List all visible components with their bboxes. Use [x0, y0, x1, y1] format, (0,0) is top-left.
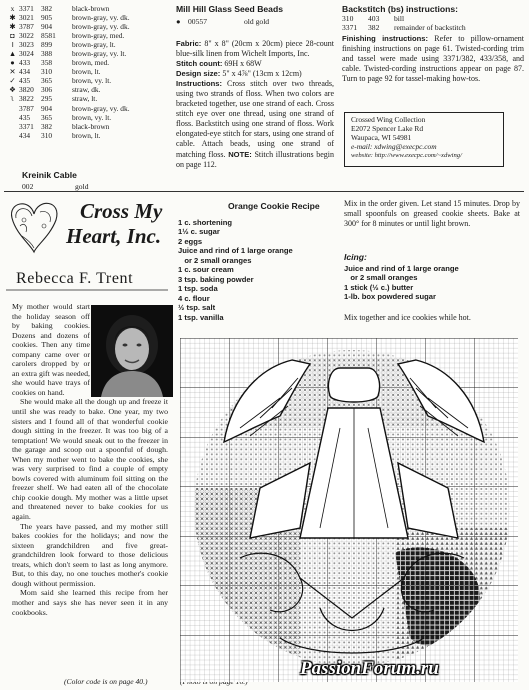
bead-symbol: ● — [176, 17, 181, 26]
floss-symbol — [6, 122, 19, 131]
floss-symbol: ✕ — [9, 67, 16, 77]
floss-symbol: ● — [10, 58, 15, 68]
floss-number: 382 — [41, 4, 53, 13]
header-line-2: Heart, Inc. — [66, 224, 162, 248]
floss-color-name: straw, lt. — [72, 94, 98, 104]
floss-symbol — [6, 131, 19, 140]
floss-number: 306 — [41, 85, 53, 95]
icing-method: Mix together and ice cookies while hot. — [344, 313, 471, 322]
floss-number: 3023 — [19, 40, 34, 50]
backstitch-section — [342, 4, 522, 32]
floss-symbol: ✓ — [9, 76, 16, 86]
icing-section — [344, 253, 520, 302]
icing-list — [344, 264, 520, 302]
floss-color-name: black-brown — [72, 4, 110, 13]
watermark: PassionForum.ru — [300, 658, 439, 679]
floss-number: 899 — [41, 40, 53, 50]
floss-color-name: brown-gray, vy. dk. — [72, 13, 130, 23]
floss-symbol: x — [10, 4, 15, 13]
floss-number: 433 — [19, 58, 31, 68]
icing-ingredient: or 2 small oranges — [344, 273, 418, 283]
address-line: E2072 Spencer Lake Rd — [351, 124, 424, 133]
author-name: Rebecca F. Trent — [16, 270, 134, 287]
ingredient: 1 tsp. soda — [178, 284, 218, 294]
floss-number: 3787 — [19, 103, 34, 113]
floss-number: 295 — [41, 94, 53, 104]
floss-symbol: ❖ — [9, 85, 16, 95]
floss-number: 310 — [41, 67, 53, 77]
stitch-count-label: Stitch count: — [176, 59, 223, 69]
floss-number: 905 — [41, 13, 53, 23]
kreinik-section — [22, 170, 89, 191]
floss-number: 310 — [41, 130, 53, 140]
ingredient: ½ tsp. salt — [178, 303, 216, 313]
floss-row — [6, 40, 156, 49]
floss-color-name: brown-gray, lt. — [72, 40, 116, 50]
floss-number: 434 — [19, 130, 31, 140]
floss-symbol: ▲ — [8, 49, 17, 59]
icing-ingredient: Juice and rind of 1 large orange — [344, 263, 459, 273]
bead-name: old gold — [244, 17, 270, 26]
floss-symbol: ✱ — [9, 22, 16, 32]
ingredient: 2 eggs — [178, 236, 203, 246]
design-size-label: Design size: — [176, 69, 221, 79]
floss-color-name: brown, lt. — [72, 67, 101, 77]
floss-color-name: brown, vy. lt. — [72, 76, 112, 86]
ingredient: or 2 small oranges — [178, 255, 252, 265]
address-line: Waupaca, WI 54981 — [351, 133, 412, 142]
fabric-text: 8" x 8" (20cm x 20cm) piece 28-count blue-silk linen from Wichelt Imports, Inc. — [176, 39, 334, 59]
floss-row — [6, 58, 156, 67]
ingredient: Juice and rind of 1 large orange — [178, 246, 293, 256]
floss-number: 435 — [19, 76, 31, 86]
finishing-label: Finishing instructions: — [342, 34, 429, 43]
divider — [4, 191, 524, 192]
floss-number: 435 — [19, 112, 31, 122]
recipe-title: Orange Cookie Recipe — [228, 201, 320, 211]
floss-number: 3371 — [19, 121, 34, 131]
floss-number: 365 — [41, 112, 53, 122]
floss-row — [6, 85, 156, 94]
design-size-text: 5" x 4⅞" (13cm x 12cm) — [220, 69, 302, 79]
kreinik-title: Kreinik Cable — [22, 170, 77, 180]
finishing-text: Refer to pillow-ornament finishing instructions on page 61. Twisted-cording trim and tassel were made using 3371/382, 433/358, and cable. Twisted-cording instructions appear on page 87. Turn to page 92 for tassel-making how-tos. — [342, 34, 525, 84]
floss-number: 904 — [41, 22, 53, 32]
floss-key — [6, 4, 156, 140]
ingredient: 3 tsp. baking powder — [178, 274, 254, 284]
floss-symbol: ‖ — [11, 40, 14, 50]
floss-number: 434 — [19, 67, 31, 77]
color-code-caption: (Color code is on page 40.) — [64, 677, 148, 686]
floss-row — [6, 67, 156, 76]
backstitch-title: Backstitch (bs) instructions: — [342, 4, 459, 14]
floss-symbol: ʅ — [10, 94, 15, 104]
floss-number: 3822 — [19, 94, 34, 104]
floss-row — [6, 13, 156, 22]
story-paragraph: She would make all the dough up and freeze it until she was ready to bake. One year, my two sisters and I found all of that wonderful cookie dough sitting in the freezer. It was too big of a temptation! We would sneak out to the freezer in the garage and scoop out a spoonful of dough. When my mother went to bake the cookies, she was very surprised to find a couple of empty bowls covered with aluminum foil sitting on the freezer shelf. We had eaten all of the chocolate chip cookie dough. My mother was a little upset and threatened never to bake cookies for us again. — [12, 397, 168, 522]
floss-symbol: ✱ — [9, 13, 16, 23]
fabric-instructions — [176, 39, 334, 170]
ingredient: 4 c. flour — [178, 293, 210, 303]
floss-number: 3371 — [19, 4, 34, 13]
kreinik-code: 002 — [22, 182, 34, 191]
story-paragraph: Mom said she learned this recipe from her mother and says she has never seen it in any cookbooks. — [12, 588, 168, 617]
floss-row — [6, 76, 156, 85]
icing-title: Icing: — [344, 252, 367, 262]
floss-symbol — [6, 104, 19, 113]
website-line: website: http://www.execpc.com/~xdwing/ — [351, 152, 462, 159]
floss-number: 3787 — [19, 22, 34, 32]
floss-number: 3022 — [19, 31, 34, 41]
floss-color-name: brown-gray, med. — [72, 31, 125, 41]
floss-row — [6, 94, 156, 103]
email-line: e-mail: xdwing@execpc.com — [351, 142, 437, 151]
recipe-section — [178, 202, 336, 323]
floss-color-name: straw, dk. — [72, 85, 101, 95]
floss-color-name: brown-gray, vy. lt. — [72, 49, 127, 59]
instructions-text: Cross stitch over two threads, using two strands of floss. When two colors are bracketed together, use one strand of each. Cross stitch eye over one thread, using one strand of floss. Backstitch using one strand of floss. Work elongated-eye stitch for stars, using one strand of cable. Attach beads, using one strand of matching floss. — [176, 79, 334, 159]
designer-address-box — [344, 112, 504, 167]
recipe-method: Mix in the order given. Let stand 15 minutes. Drop by small spoonfuls on greased cookie sheets. Bake at 300° for 8 minutes or until light brown. — [344, 199, 520, 229]
floss-symbol — [6, 113, 19, 122]
ingredient: 1 c. sour cream — [178, 265, 234, 275]
instructions-label: Instructions: — [176, 79, 222, 89]
stitch-count-text: 69H x 68W — [222, 59, 262, 69]
mill-hill-section — [176, 4, 334, 26]
floss-number: 365 — [41, 76, 53, 86]
floss-row — [6, 131, 156, 140]
floss-color-name: brown, lt. — [72, 130, 101, 140]
floss-color-name: brown-gray, vy. dk. — [72, 103, 130, 113]
floss-number: 904 — [41, 103, 53, 113]
cross-stitch-chart — [180, 338, 518, 682]
kreinik-name: gold — [75, 182, 89, 191]
ingredient: 1 c. shortening — [178, 217, 233, 227]
floss-row — [6, 22, 156, 31]
floss-row — [6, 122, 156, 131]
floss-number: 388 — [41, 49, 53, 59]
floss-color-name: brown, med. — [72, 58, 110, 68]
icing-ingredient: 1 stick (½ c.) butter — [344, 282, 414, 292]
ingredient: 1½ c. sugar — [178, 227, 220, 237]
note-text: Stitch illustrations begin on page 112. — [176, 149, 335, 169]
header-line-1: Cross My — [80, 199, 163, 223]
backstitch-row: 3371 382 remainder of backstitch — [342, 23, 466, 32]
floss-row — [6, 4, 156, 13]
mill-hill-title: Mill Hill Glass Seed Beads — [176, 4, 283, 14]
floss-row — [6, 49, 156, 58]
floss-number: 8581 — [41, 31, 56, 41]
floss-number: 358 — [41, 58, 53, 68]
floss-number: 382 — [41, 121, 53, 131]
floss-color-name: brown-gray, vy. dk. — [72, 22, 130, 32]
ingredient-list — [178, 218, 336, 323]
note-label: NOTE: — [228, 149, 252, 159]
story-text — [12, 302, 168, 617]
floss-symbol: ◘ — [10, 31, 15, 41]
floss-row — [6, 104, 156, 113]
floss-number: 3820 — [19, 85, 34, 95]
floss-number: 3021 — [19, 13, 34, 23]
story-paragraph: The years have passed, and my mother still bakes cookies for the holidays; and now the sixteen grandchildren and five great-grandchildren look forward to those delicious treats, which don't seem to last as long anymore. But, to this day, no one touches mother's cookie dough without permission. — [12, 521, 168, 588]
floss-color-name: brown, vy. lt. — [72, 112, 112, 122]
floss-row — [6, 113, 156, 122]
bead-code: 00557 — [188, 17, 207, 26]
story-paragraph: My mother would start the holiday season off by baking cookies. Dozens and dozens of cookies. Then any time company came over or carolers dropped by or an extra gift was needed, she would have trays of cookies on hand. — [12, 302, 90, 397]
floss-row — [6, 31, 156, 40]
backstitch-row: 310 403 bill — [342, 14, 405, 23]
floss-color-name: black-brown — [72, 121, 110, 131]
address-line: Crossed Wing Collection — [351, 115, 426, 124]
floss-number: 3024 — [19, 49, 34, 59]
fabric-label: Fabric: — [176, 39, 202, 48]
finishing-instructions — [342, 34, 524, 84]
ingredient: 1 tsp. vanilla — [178, 313, 224, 323]
icing-ingredient: 1-lb. box powdered sugar — [344, 292, 436, 302]
